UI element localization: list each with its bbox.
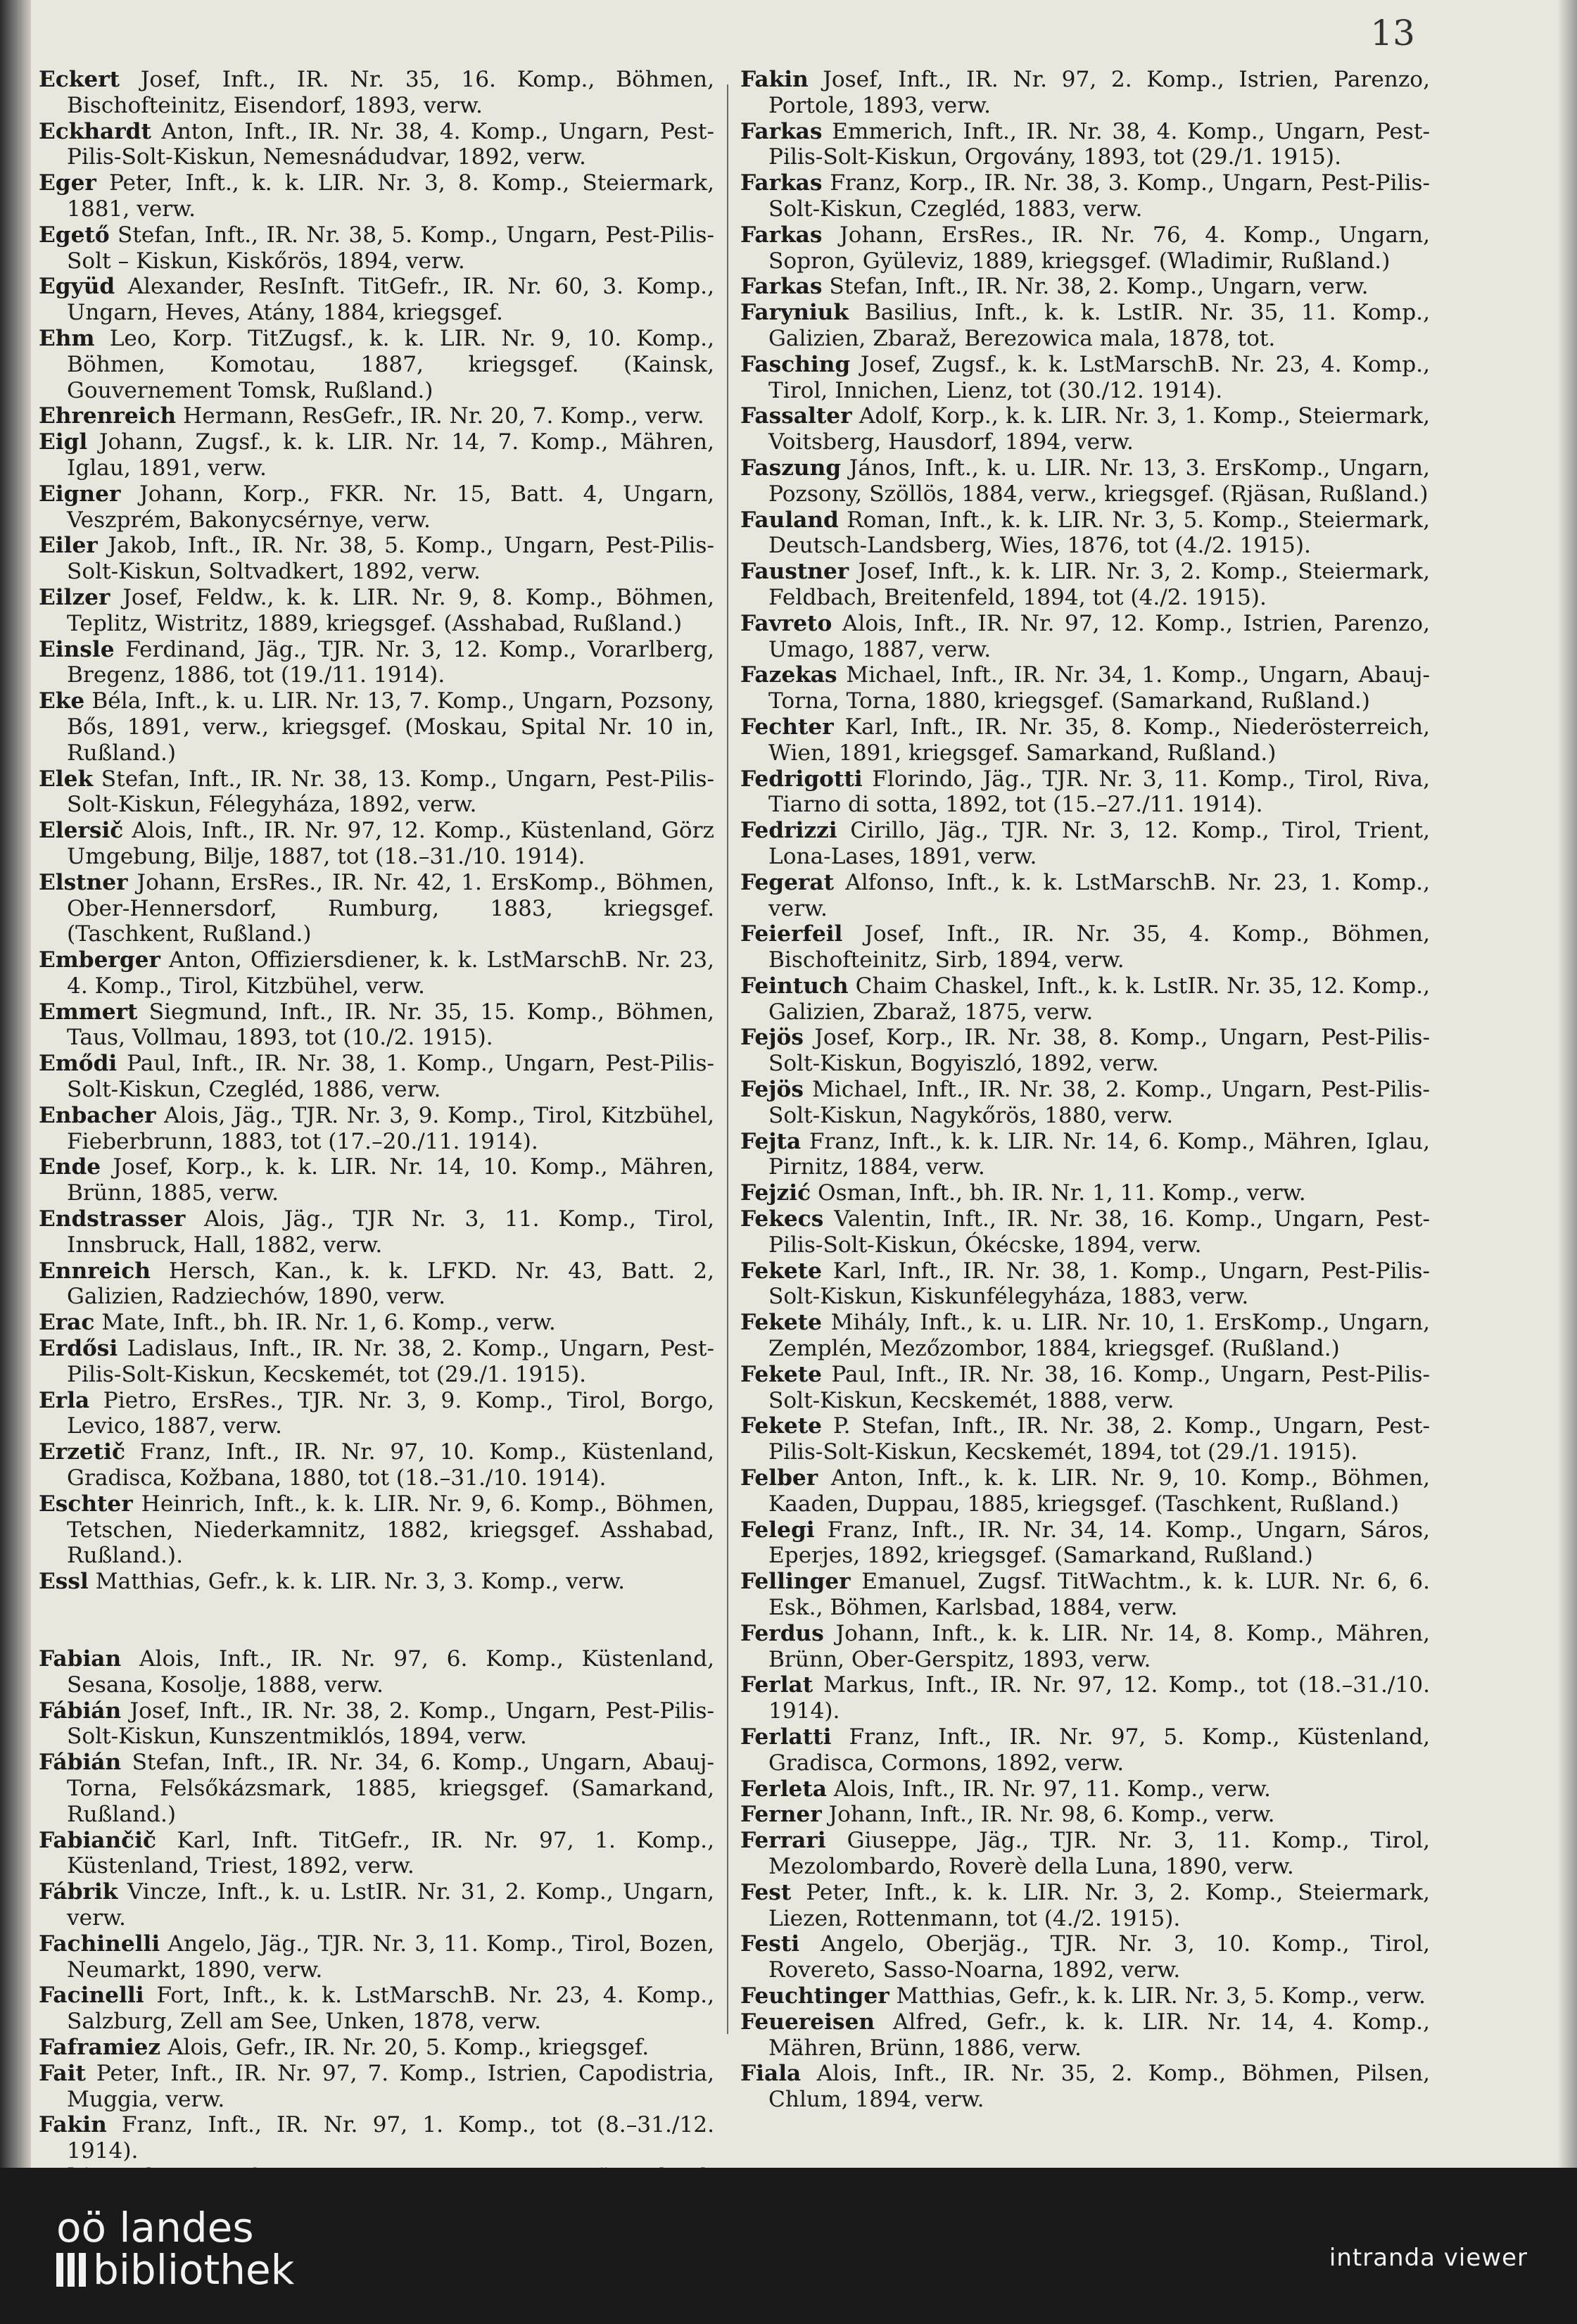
list-item: [39, 2061, 714, 2113]
entry-surname: Fábián: [39, 1698, 122, 1724]
entry-details: Mihály, Inft., k. u. LIR. Nr. 10, 1. ErsKomp., Ungarn, Zemplén, Mezőzombor, 1884, kriegsgef. (Rußland.): [768, 1310, 1430, 1362]
list-item: [740, 1362, 1430, 1414]
entry-surname: Emmert: [39, 999, 138, 1025]
entry-surname: Eilzer: [39, 584, 110, 610]
right-column: [740, 67, 1430, 2113]
entry-surname: Eigl: [39, 429, 88, 455]
logo-text-top: oö landes: [56, 2204, 254, 2252]
entry-surname: Ferlatti: [740, 1724, 832, 1750]
entry-details: Angelo, Oberjäg., TJR. Nr. 3, 10. Komp., Tirol, Rovereto, Sasso-Noarna, 1892, verw.: [768, 1931, 1430, 1983]
entries-f: [39, 1646, 714, 2216]
entry-details: Alfonso, Inft., k. k. LstMarschB. Nr. 23, 1. Komp., verw.: [768, 869, 1430, 921]
entry-details: Roman, Inft., k. k. LIR. Nr. 3, 5. Komp., Steiermark, Deutsch-Landsberg, Wies, 1876, tot (4./2. 1915).: [768, 507, 1430, 559]
list-item: [39, 1750, 714, 1827]
entry-surname: Fassalter: [740, 403, 852, 429]
entry-surname: Ennreich: [39, 1258, 151, 1284]
entry-details: Matthias, Gefr., k. k. LIR. Nr. 3, 3. Komp., verw.: [88, 1569, 626, 1595]
entry-details: Alois, Inft., IR. Nr. 97, 12. Komp., Küstenland, Görz Umgebung, Bilje, 1887, tot (18.–31./10. 1914).: [67, 818, 714, 869]
list-item: [740, 222, 1430, 274]
entry-details: Stefan, Inft., IR. Nr. 38, 5. Komp., Ungarn, Pest-Pilis-Solt – Kiskun, Kiskőrös, 1894, verw.: [67, 222, 714, 274]
list-item: [740, 170, 1430, 222]
entry-details: Alois, Inft., IR. Nr. 35, 2. Komp., Böhmen, Pilsen, Chlum, 1894, verw.: [768, 2061, 1430, 2113]
entry-surname: Fejös: [740, 1077, 804, 1103]
entry-details: Hersch, Kan., k. k. LFKD. Nr. 43, Batt. 2, Galizien, Radziechów, 1890, verw.: [67, 1258, 714, 1310]
entry-surname: Fekete: [740, 1361, 822, 1387]
list-item: [740, 1180, 1430, 1206]
list-item: [39, 403, 714, 429]
list-item: [740, 1206, 1430, 1258]
list-item: [39, 947, 714, 999]
entry-details: Karl, Inft., IR. Nr. 35, 8. Komp., Niederösterreich, Wien, 1891, kriegsgef. Samarkand, Rußland.): [768, 714, 1430, 766]
entry-details: Josef, Inft., IR. Nr. 35, 4. Komp., Böhmen, Bischofteinitz, Sirb, 1894, verw.: [768, 921, 1430, 973]
list-item: [39, 222, 714, 274]
list-item: [740, 611, 1430, 663]
entry-details: Johann, Korp., FKR. Nr. 15, Batt. 4, Ungarn, Veszprém, Bakonycsérnye, verw.: [67, 481, 714, 533]
list-item: [740, 1802, 1430, 1828]
entry-details: P. Stefan, Inft., IR. Nr. 38, 2. Komp., Ungarn, Pest-Pilis-Solt-Kiskun, Kecskemét, 1894, tot (29./1. 1915).: [768, 1413, 1430, 1465]
entry-surname: Elersič: [39, 818, 124, 844]
list-item: [39, 1491, 714, 1569]
entry-details: Stefan, Inft., IR. Nr. 34, 6. Komp., Ungarn, Abauj-Torna, Felsőkázsmark, 1885, kriegsgef. (Samarkand, Rußland.): [67, 1750, 714, 1827]
entry-surname: Faframiez: [39, 2034, 161, 2060]
entry-surname: Elstner: [39, 869, 128, 895]
list-item: [39, 1879, 714, 1931]
entry-details: Alois, Inft., IR. Nr. 97, 11. Komp., verw.: [827, 1776, 1271, 1802]
entry-details: Valentin, Inft., IR. Nr. 38, 16. Komp., Ungarn, Pest-Pilis-Solt-Kiskun, Ókécske, 1894, verw.: [768, 1206, 1430, 1258]
entry-details: Stefan, Inft., IR. Nr. 38, 13. Komp., Ungarn, Pest-Pilis-Solt-Kiskun, Félegyháza, 1892, verw.: [67, 766, 714, 818]
entry-details: Franz, Inft., IR. Nr. 34, 14. Komp., Ungarn, Sáros, Eperjes, 1892, kriegsgef. (Samarkand, Rußland.): [768, 1517, 1430, 1569]
entry-surname: Fest: [740, 1879, 792, 1905]
entry-surname: Fachinelli: [39, 1931, 160, 1957]
entry-surname: Eke: [39, 688, 85, 714]
entries-right: [740, 67, 1430, 2113]
entry-details: Leo, Korp. TitZugsf., k. k. LIR. Nr. 9, 10. Komp., Böhmen, Komotau, 1887, kriegsgef. (Kainsk, Gouvernement Tomsk, Rußland.): [67, 325, 714, 403]
entry-details: Matthias, Gefr., k. k. LIR. Nr. 3, 5. Komp., verw.: [889, 1983, 1426, 2009]
list-item: [39, 870, 714, 947]
list-item: [39, 1206, 714, 1258]
entry-surname: Ehrenreich: [39, 403, 177, 429]
entry-surname: Farkas: [740, 222, 823, 248]
entry-surname: Fasching: [740, 351, 851, 377]
entry-details: Alois, Inft., IR. Nr. 97, 6. Komp., Küstenland, Sesana, Kosolje, 1888, verw.: [67, 1646, 714, 1698]
list-item: [740, 1129, 1430, 1181]
entry-surname: Fakin: [740, 67, 809, 92]
entry-details: Anton, Inft., IR. Nr. 38, 4. Komp., Ungarn, Pest-Pilis-Solt-Kiskun, Nemesnádudvar, 1892, verw.: [67, 118, 714, 170]
list-item: [39, 1310, 714, 1336]
list-item: [39, 274, 714, 326]
entry-surname: Ferrari: [740, 1828, 826, 1854]
list-item: [39, 1258, 714, 1311]
entry-details: Johann, Zugsf., k. k. LIR. Nr. 14, 7. Komp., Mähren, Iglau, 1891, verw.: [67, 429, 714, 481]
entry-surname: Ferlat: [740, 1672, 813, 1698]
entry-details: Peter, Inft., IR. Nr. 97, 7. Komp., Istrien, Capodistria, Muggia, verw.: [67, 2060, 714, 2112]
entry-surname: Ferdus: [740, 1620, 824, 1646]
entries-e: [39, 67, 714, 1595]
entry-details: Karl, Inft., IR. Nr. 38, 1. Komp., Ungarn, Pest-Pilis-Solt-Kiskun, Kiskunfélegyháza, 1883, verw.: [768, 1258, 1430, 1310]
entry-surname: Facinelli: [39, 1983, 144, 2009]
entry-surname: Fekete: [740, 1310, 822, 1336]
entry-surname: Fechter: [740, 714, 834, 740]
list-item: [740, 352, 1430, 404]
entry-details: Alois, Jäg., TJR Nr. 3, 11. Komp., Tirol, Innsbruck, Hall, 1882, verw.: [67, 1206, 714, 1258]
list-item: [740, 1828, 1430, 1880]
list-item: [39, 999, 714, 1052]
entry-details: Josef, Inft., IR. Nr. 38, 2. Komp., Ungarn, Pest-Pilis-Solt-Kiskun, Kunszentmiklós, 1894, verw.: [67, 1698, 714, 1750]
list-item: [39, 766, 714, 819]
entry-details: Stefan, Inft., IR. Nr. 38, 2. Komp., Ungarn, verw.: [822, 274, 1369, 300]
section-gap: [39, 1595, 714, 1646]
left-column: [39, 67, 714, 2216]
list-item: [740, 67, 1430, 119]
list-item: [740, 973, 1430, 1025]
entry-details: Johann, ErsRes., IR. Nr. 76, 4. Komp., Ungarn, Sopron, Gyüleviz, 1889, kriegsgef. (Wladimir, Rußland.): [768, 222, 1430, 274]
entry-details: Alexander, ResInft. TitGefr., IR. Nr. 60, 3. Komp., Ungarn, Heves, Atány, 1884, kriegsgef.: [67, 274, 714, 326]
entry-surname: Ende: [39, 1154, 101, 1180]
entry-surname: Farkas: [740, 274, 823, 300]
entry-details: Giuseppe, Jäg., TJR. Nr. 3, 11. Komp., Tirol, Mezolombardo, Roverè della Luna, 1890, verw.: [768, 1828, 1430, 1879]
viewer-label[interactable]: intranda viewer: [1329, 2244, 1528, 2272]
list-item: [39, 326, 714, 403]
entry-surname: Ehm: [39, 325, 95, 351]
entry-surname: Erla: [39, 1387, 90, 1413]
entry-surname: Enbacher: [39, 1102, 156, 1128]
entry-surname: Fekecs: [740, 1206, 824, 1232]
list-item: [39, 429, 714, 481]
entry-details: Peter, Inft., k. k. LIR. Nr. 3, 8. Komp., Steiermark, 1881, verw.: [67, 170, 714, 222]
list-item: [740, 1517, 1430, 1570]
entry-surname: Felber: [740, 1465, 818, 1491]
list-item: [740, 2009, 1430, 2061]
entry-details: Angelo, Jäg., TJR. Nr. 3, 11. Komp., Tirol, Bozen, Neumarkt, 1890, verw.: [67, 1931, 714, 1983]
list-item: [740, 662, 1430, 714]
entry-surname: Festi: [740, 1931, 800, 1957]
list-item: [39, 1051, 714, 1103]
list-item: [740, 1724, 1430, 1776]
list-item: [740, 1672, 1430, 1724]
logo-text-bottom: [56, 2246, 295, 2294]
entry-surname: Essl: [39, 1569, 89, 1595]
entry-details: Hermann, ResGefr., IR. Nr. 20, 7. Komp., verw.: [176, 403, 704, 429]
list-item: [39, 119, 714, 171]
list-item: [39, 481, 714, 533]
entry-surname: Fegerat: [740, 869, 834, 895]
entry-surname: Erzetič: [39, 1439, 125, 1465]
entry-surname: Eckhardt: [39, 118, 151, 144]
entry-surname: Ferleta: [740, 1776, 828, 1802]
list-item: [740, 300, 1430, 352]
list-item: [39, 67, 714, 119]
entry-details: Emmerich, Inft., IR. Nr. 38, 4. Komp., Ungarn, Pest-Pilis-Solt-Kiskun, Orgovány, 1893, tot (29./1. 1915).: [768, 118, 1430, 170]
list-item: [740, 714, 1430, 766]
entry-surname: Fauland: [740, 507, 839, 533]
entry-surname: Fait: [39, 2060, 86, 2086]
list-item: [39, 1983, 714, 2035]
list-item: [39, 1828, 714, 1880]
list-item: [740, 1077, 1430, 1129]
entry-surname: Ferner: [740, 1802, 822, 1828]
entry-details: Adolf, Korp., k. k. LIR. Nr. 3, 1. Komp., Steiermark, Voitsberg, Hausdorf, 1894, verw.: [768, 403, 1430, 455]
entry-surname: Fábián: [39, 1750, 122, 1776]
entry-surname: Fellinger: [740, 1569, 851, 1595]
entry-details: Josef, Korp., k. k. LIR. Nr. 14, 10. Komp., Mähren, Brünn, 1885, verw.: [67, 1154, 714, 1206]
entry-details: Heinrich, Inft., k. k. LIR. Nr. 9, 6. Komp., Böhmen, Tetschen, Niederkamnitz, 1882, kriegsgef. Asshabad, Rußland.).: [67, 1491, 714, 1569]
column-divider: [727, 84, 728, 2034]
entry-surname: Fabiančič: [39, 1827, 157, 1853]
entry-surname: Fekete: [740, 1258, 822, 1284]
entry-details: Josef, Inft., k. k. LIR. Nr. 3, 2. Komp., Steiermark, Feldbach, Breitenfeld, 1894, tot (4./2. 1915).: [768, 559, 1430, 610]
entry-details: Franz, Inft., IR. Nr. 97, 1. Komp., tot (8.–31./12. 1914).: [67, 2112, 714, 2164]
entry-details: Franz, Inft., k. k. LIR. Nr. 14, 6. Komp., Mähren, Iglau, Pirnitz, 1884, verw.: [768, 1128, 1430, 1180]
entry-details: Franz, Korp., IR. Nr. 38, 3. Komp., Ungarn, Pest-Pilis-Solt-Kiskun, Czegléd, 1883, verw.: [768, 170, 1430, 222]
entry-details: Ladislaus, Inft., IR. Nr. 38, 2. Komp., Ungarn, Pest-Pilis-Solt-Kiskun, Kecskemét, tot (29./1. 1915).: [67, 1336, 714, 1387]
library-logo[interactable]: [56, 2204, 295, 2294]
entry-surname: Eigner: [39, 481, 121, 507]
entry-surname: Fabian: [39, 1646, 122, 1672]
entry-details: Markus, Inft., IR. Nr. 97, 12. Komp., tot (18.–31./10. 1914).: [768, 1672, 1430, 1724]
entry-details: Fort, Inft., k. k. LstMarschB. Nr. 23, 4. Komp., Salzburg, Zell am See, Unken, 1878, verw.: [67, 1983, 714, 2035]
list-item: [740, 274, 1430, 300]
entry-details: Anton, Inft., k. k. LIR. Nr. 9, 10. Komp., Böhmen, Kaaden, Duppau, 1885, kriegsgef. (Taschkent, Rußland.): [768, 1465, 1430, 1517]
entry-details: Paul, Inft., IR. Nr. 38, 1. Komp., Ungarn, Pest-Pilis-Solt-Kiskun, Czegléd, 1886, verw.: [67, 1051, 714, 1103]
entry-details: Siegmund, Inft., IR. Nr. 35, 15. Komp., Böhmen, Taus, Vollmau, 1893, tot (10./2. 1915).: [67, 999, 714, 1051]
list-item: [39, 585, 714, 637]
entry-details: Michael, Inft., IR. Nr. 34, 1. Komp., Ungarn, Abauj-Torna, Torna, 1880, kriegsgef. (Samarkand, Rußland.): [768, 662, 1430, 714]
entry-surname: Eschter: [39, 1491, 133, 1517]
entry-surname: Faustner: [740, 559, 849, 585]
list-item: [39, 1646, 714, 1698]
entry-surname: Feuchtinger: [740, 1983, 889, 2009]
entry-details: Mate, Inft., bh. IR. Nr. 1, 6. Komp., verw.: [94, 1310, 556, 1336]
entry-surname: Feintuch: [740, 973, 849, 999]
list-item: [39, 1931, 714, 1983]
entry-surname: Fakin: [39, 2112, 107, 2138]
entry-surname: Fábrik: [39, 1879, 118, 1905]
entry-surname: Faszung: [740, 455, 842, 481]
list-item: [39, 688, 714, 766]
entry-surname: Eger: [39, 170, 96, 196]
entry-surname: Farkas: [740, 170, 823, 196]
list-item: [740, 1983, 1430, 2009]
entry-surname: Fejös: [740, 1025, 804, 1051]
list-item: [39, 637, 714, 689]
entry-surname: Fedrizzi: [740, 818, 837, 844]
entry-surname: Favreto: [740, 610, 832, 636]
logo-bars-icon: [56, 2253, 86, 2287]
list-item: [39, 818, 714, 870]
logo-text-bibliothek: bibliothek: [93, 2246, 295, 2294]
entry-details: Josef, Feldw., k. k. LIR. Nr. 9, 8. Komp., Böhmen, Teplitz, Wistritz, 1889, kriegsgef. (Asshabad, Rußland.): [67, 584, 714, 636]
entry-surname: Felegi: [740, 1517, 815, 1543]
list-item: [740, 818, 1430, 870]
entry-surname: Fedrigotti: [740, 766, 863, 792]
entry-surname: Elek: [39, 766, 94, 792]
entry-details: Chaim Chaskel, Inft., k. k. LstIR. Nr. 35, 12. Komp., Galizien, Zbaraž, 1875, verw.: [768, 973, 1430, 1025]
list-item: [740, 119, 1430, 171]
list-item: [740, 766, 1430, 819]
list-item: [740, 1310, 1430, 1362]
list-item: [740, 1880, 1430, 1932]
list-item: [740, 1465, 1430, 1517]
entry-surname: Feierfeil: [740, 921, 843, 947]
list-item: [39, 2112, 714, 2164]
list-item: [39, 1439, 714, 1491]
entry-details: Peter, Inft., k. k. LIR. Nr. 3, 2. Komp., Steiermark, Liezen, Rottenmann, tot (4./2. 1915).: [768, 1879, 1430, 1931]
entry-details: Alois, Inft., IR. Nr. 97, 12. Komp., Istrien, Parenzo, Umago, 1887, verw.: [768, 610, 1430, 662]
entry-surname: Egető: [39, 222, 110, 248]
entry-surname: Fejta: [740, 1128, 802, 1154]
entry-details: Florindo, Jäg., TJR. Nr. 3, 11. Komp., Tirol, Riva, Tiarno di sotta, 1892, tot (15.–27./11. 1914).: [768, 766, 1430, 818]
list-item: [39, 1103, 714, 1155]
list-item: [740, 1413, 1430, 1465]
entry-details: Johann, ErsRes., IR. Nr. 42, 1. ErsKomp., Böhmen, Ober-Hennersdorf, Rumburg, 1883, kriegsgef. (Taschkent, Rußland.): [67, 869, 714, 947]
entry-details: Alois, Gefr., IR. Nr. 20, 5. Komp., kriegsgef.: [160, 2034, 650, 2060]
entry-surname: Endstrasser: [39, 1206, 186, 1232]
entry-surname: Erdősi: [39, 1336, 118, 1362]
entry-details: Johann, Inft., k. k. LIR. Nr. 14, 8. Komp., Mähren, Brünn, Ober-Gerspitz, 1893, verw.: [768, 1620, 1430, 1672]
entry-details: Karl, Inft. TitGefr., IR. Nr. 97, 1. Komp., Küstenland, Triest, 1892, verw.: [67, 1827, 714, 1879]
entry-details: Paul, Inft., IR. Nr. 38, 16. Komp., Ungarn, Pest-Pilis-Solt-Kiskun, Kecskemét, 1888, verw.: [768, 1361, 1430, 1413]
entry-details: Johann, Inft., IR. Nr. 98, 6. Komp., verw.: [821, 1802, 1275, 1828]
list-item: [39, 1388, 714, 1440]
list-item: [740, 1569, 1430, 1621]
entry-surname: Fazekas: [740, 662, 837, 688]
entry-details: Alois, Jäg., TJR. Nr. 3, 9. Komp., Tirol, Kitzbühel, Fieberbrunn, 1883, tot (17.–20./11. 1914).: [67, 1102, 714, 1154]
entry-surname: Fiala: [740, 2061, 802, 2087]
entry-details: Josef, Inft., IR. Nr. 97, 2. Komp., Istrien, Parenzo, Portole, 1893, verw.: [768, 67, 1430, 118]
entry-details: Vincze, Inft., k. u. LstIR. Nr. 31, 2. Komp., Ungarn, verw.: [67, 1879, 714, 1931]
list-item: [740, 921, 1430, 973]
entry-details: Josef, Inft., IR. Nr. 35, 16. Komp., Böhmen, Bischofteinitz, Eisendorf, 1893, verw.: [67, 67, 714, 118]
entry-details: Cirillo, Jäg., TJR. Nr. 3, 12. Komp., Tirol, Trient, Lona-Lases, 1891, verw.: [768, 818, 1430, 869]
entry-surname: Farkas: [740, 118, 823, 144]
entry-details: Josef, Korp., IR. Nr. 38, 8. Komp., Ungarn, Pest-Pilis-Solt-Kiskun, Bogyiszló, 1892, verw.: [768, 1025, 1430, 1077]
list-item: [740, 559, 1430, 611]
entry-surname: Faryniuk: [740, 300, 849, 326]
list-item: [740, 455, 1430, 507]
list-item: [740, 1776, 1430, 1802]
entry-surname: Einsle: [39, 636, 115, 662]
list-item: [39, 533, 714, 585]
entry-details: János, Inft., k. u. LIR. Nr. 13, 3. ErsKomp., Ungarn, Pozsony, Szöllös, 1884, verw., kriegsgef. (Rjäsan, Rußland.): [768, 455, 1430, 507]
entry-details: Franz, Inft., IR. Nr. 97, 5. Komp., Küstenland, Gradisca, Cormons, 1892, verw.: [768, 1724, 1430, 1776]
list-item: [39, 170, 714, 222]
entry-surname: Emberger: [39, 947, 160, 973]
entry-surname: Eckert: [39, 67, 120, 92]
entry-surname: Fekete: [740, 1413, 822, 1439]
entry-surname: Együd: [39, 274, 115, 300]
entry-surname: Eiler: [39, 533, 98, 559]
list-item: [740, 1931, 1430, 1983]
entry-details: Basilius, Inft., k. k. LstIR. Nr. 35, 11. Komp., Galizien, Zbaraž, Berezowica mala, 1878, tot.: [768, 300, 1430, 351]
entry-details: Emanuel, Zugsf. TitWachtm., k. k. LUR. Nr. 6, 6. Esk., Böhmen, Karlsbad, 1884, verw.: [768, 1569, 1430, 1621]
entry-details: Michael, Inft., IR. Nr. 38, 2. Komp., Ungarn, Pest-Pilis-Solt-Kiskun, Nagykőrös, 1880, verw.: [768, 1077, 1430, 1128]
entry-surname: Feuereisen: [740, 2009, 875, 2035]
list-item: [39, 1154, 714, 1206]
entry-details: Osman, Inft., bh. IR. Nr. 1, 11. Komp., verw.: [811, 1180, 1306, 1206]
list-item: [740, 403, 1430, 455]
list-item: [740, 2061, 1430, 2113]
list-item: [39, 1569, 714, 1595]
entry-surname: Erac: [39, 1310, 95, 1336]
page-number: 13: [1370, 13, 1415, 53]
list-item: [39, 1698, 714, 1750]
list-item: [39, 2035, 714, 2061]
list-item: [740, 1258, 1430, 1311]
entry-details: Pietro, ErsRes., TJR. Nr. 3, 9. Komp., Tirol, Borgo, Levico, 1887, verw.: [67, 1387, 714, 1439]
entry-details: Jakob, Inft., IR. Nr. 38, 5. Komp., Ungarn, Pest-Pilis-Solt-Kiskun, Soltvadkert, 1892, verw.: [67, 533, 714, 585]
list-item: [39, 1336, 714, 1388]
list-item: [740, 1025, 1430, 1077]
entry-surname: Emődi: [39, 1051, 118, 1077]
entry-details: Alfred, Gefr., k. k. LIR. Nr. 14, 4. Komp., Mähren, Brünn, 1886, verw.: [768, 2009, 1430, 2061]
entry-details: Josef, Zugsf., k. k. LstMarschB. Nr. 23, 4. Komp., Tirol, Innichen, Lienz, tot (30./12. 1914).: [768, 351, 1430, 403]
entry-details: Béla, Inft., k. u. LIR. Nr. 13, 7. Komp., Ungarn, Pozsony, Bős, 1891, verw., kriegsgef. (Moskau, Spital Nr. 10 in, Rußland.): [67, 688, 714, 766]
list-item: [740, 507, 1430, 560]
list-item: [740, 870, 1430, 922]
list-item: [740, 1621, 1430, 1673]
entry-details: Ferdinand, Jäg., TJR. Nr. 3, 12. Komp., Vorarlberg, Bregenz, 1886, tot (19./11. 1914).: [67, 636, 714, 688]
entry-details: Franz, Inft., IR. Nr. 97, 10. Komp., Küstenland, Gradisca, Kožbana, 1880, tot (18.–31./10. 1914).: [67, 1439, 714, 1491]
entry-surname: Fejzić: [740, 1180, 811, 1206]
entry-details: Anton, Offiziersdiener, k. k. LstMarschB. Nr. 23, 4. Komp., Tirol, Kitzbühel, verw.: [67, 947, 714, 999]
